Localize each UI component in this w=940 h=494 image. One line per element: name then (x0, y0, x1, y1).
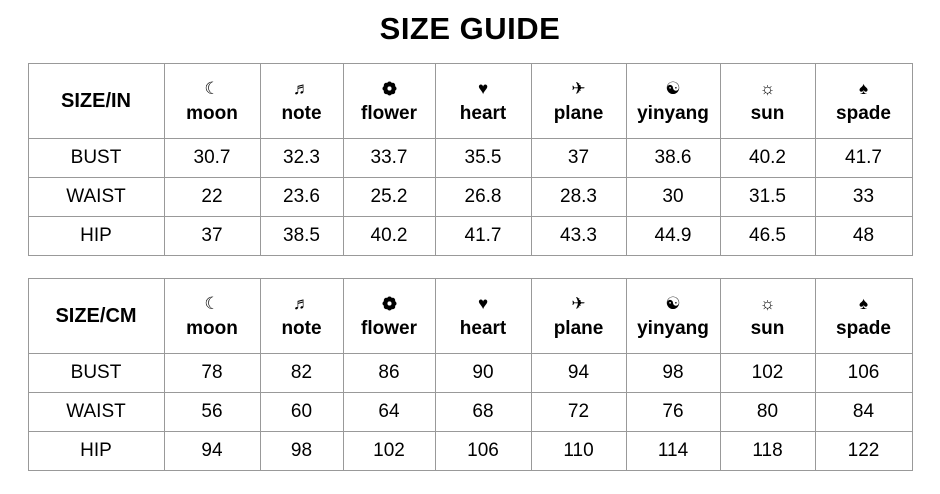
column-header-sun (720, 64, 815, 139)
size-value-cell: 40.2 (343, 217, 435, 256)
size-value-cell: 32.3 (260, 139, 343, 178)
size-value-cell: 25.2 (343, 178, 435, 217)
column-header-yinyang (626, 279, 720, 354)
size-value-cell: 86 (343, 354, 435, 393)
size-value-cell: 84 (815, 393, 912, 432)
unit-header-cm: SIZE/CM (28, 279, 164, 354)
size-value-cell: 44.9 (626, 217, 720, 256)
header-row (28, 64, 912, 139)
heart-icon: ♥ (477, 294, 489, 313)
size-value-cell: 35.5 (435, 139, 531, 178)
size-value-cell: 38.6 (626, 139, 720, 178)
column-header-heart (435, 64, 531, 139)
size-value-cell: 56 (164, 393, 260, 432)
spade-icon: ♠ (858, 294, 869, 313)
size-value-cell: 60 (260, 393, 343, 432)
size-value-cell: 80 (720, 393, 815, 432)
flower-icon (344, 293, 435, 315)
size-value-cell: 38.5 (260, 217, 343, 256)
size-value-cell: 28.3 (531, 178, 626, 217)
table-row-waist (28, 393, 912, 432)
size-value-cell: 106 (815, 354, 912, 393)
spade-icon: ♠ (858, 79, 869, 98)
column-label: flower (361, 317, 417, 339)
size-value-cell: 94 (164, 432, 260, 471)
size-value-cell: 98 (260, 432, 343, 471)
column-label: yinyang (637, 317, 709, 339)
size-value-cell: 41.7 (435, 217, 531, 256)
size-value-cell: 64 (343, 393, 435, 432)
row-label: HIP (28, 432, 164, 471)
column-header-moon (164, 279, 260, 354)
column-label: yinyang (637, 102, 709, 124)
column-label: spade (836, 317, 891, 339)
size-value-cell: 72 (531, 393, 626, 432)
note-icon: ♬ (293, 294, 310, 313)
size-value-cell: 33 (815, 178, 912, 217)
size-value-cell: 102 (720, 354, 815, 393)
column-label: spade (836, 102, 891, 124)
yinyang-icon: ☯ (665, 294, 681, 313)
column-label: heart (459, 317, 507, 339)
plane-icon: ✈ (571, 294, 586, 313)
plane-icon: ✈ (571, 79, 586, 98)
table-row-hip (28, 432, 912, 471)
column-header-flower (343, 279, 435, 354)
size-value-cell: 48 (815, 217, 912, 256)
size-value-cell: 26.8 (435, 178, 531, 217)
size-value-cell: 114 (626, 432, 720, 471)
size-value-cell: 31.5 (720, 178, 815, 217)
table-row-hip (28, 217, 912, 256)
table-row-bust (28, 354, 912, 393)
size-value-cell: 90 (435, 354, 531, 393)
column-label: heart (459, 102, 507, 124)
size-table-cm (28, 278, 913, 471)
note-icon: ♬ (293, 79, 310, 98)
column-header-plane (531, 279, 626, 354)
column-label: sun (750, 102, 785, 124)
unit-header-inches: SIZE/IN (28, 64, 164, 139)
header-row (28, 279, 912, 354)
table-body (28, 139, 912, 256)
column-header-plane (531, 64, 626, 139)
sun-icon: ☼ (759, 294, 776, 313)
row-label: BUST (28, 354, 164, 393)
size-value-cell: 22 (164, 178, 260, 217)
column-header-moon (164, 64, 260, 139)
column-label: note (281, 102, 322, 124)
size-value-cell: 68 (435, 393, 531, 432)
row-label: WAIST (28, 393, 164, 432)
size-value-cell: 102 (343, 432, 435, 471)
table-row-bust (28, 139, 912, 178)
column-header-spade (815, 64, 912, 139)
column-label: moon (186, 102, 238, 124)
sun-icon: ☼ (759, 79, 776, 98)
size-value-cell: 110 (531, 432, 626, 471)
row-label: WAIST (28, 178, 164, 217)
column-header-sun (720, 279, 815, 354)
size-value-cell: 41.7 (815, 139, 912, 178)
column-header-yinyang (626, 64, 720, 139)
moon-icon: ☾ (204, 294, 220, 313)
size-value-cell: 37 (164, 217, 260, 256)
column-label: moon (186, 317, 238, 339)
size-value-cell: 40.2 (720, 139, 815, 178)
column-label: plane (553, 317, 604, 339)
heart-icon: ♥ (477, 79, 489, 98)
size-value-cell: 23.6 (260, 178, 343, 217)
flower-icon (344, 78, 435, 100)
size-value-cell: 94 (531, 354, 626, 393)
size-table-inches (28, 63, 913, 256)
column-header-heart (435, 279, 531, 354)
size-value-cell: 78 (164, 354, 260, 393)
size-value-cell: 30.7 (164, 139, 260, 178)
size-value-cell: 46.5 (720, 217, 815, 256)
moon-icon: ☾ (204, 79, 220, 98)
size-value-cell: 30 (626, 178, 720, 217)
column-label: sun (750, 317, 785, 339)
column-header-note (260, 279, 343, 354)
yinyang-icon: ☯ (665, 79, 681, 98)
table-header (28, 64, 912, 139)
size-value-cell: 33.7 (343, 139, 435, 178)
size-value-cell: 76 (626, 393, 720, 432)
row-label: HIP (28, 217, 164, 256)
row-label: BUST (28, 139, 164, 178)
size-value-cell: 37 (531, 139, 626, 178)
column-header-flower (343, 64, 435, 139)
table-row-waist (28, 178, 912, 217)
size-value-cell: 98 (626, 354, 720, 393)
column-header-spade (815, 279, 912, 354)
table-header (28, 279, 912, 354)
table-body (28, 354, 912, 471)
column-header-note (260, 64, 343, 139)
size-value-cell: 122 (815, 432, 912, 471)
column-label: plane (553, 102, 604, 124)
page-title: SIZE GUIDE (379, 11, 561, 46)
column-label: note (281, 317, 322, 339)
column-label: flower (361, 102, 417, 124)
size-value-cell: 43.3 (531, 217, 626, 256)
size-value-cell: 106 (435, 432, 531, 471)
size-value-cell: 82 (260, 354, 343, 393)
size-value-cell: 118 (720, 432, 815, 471)
